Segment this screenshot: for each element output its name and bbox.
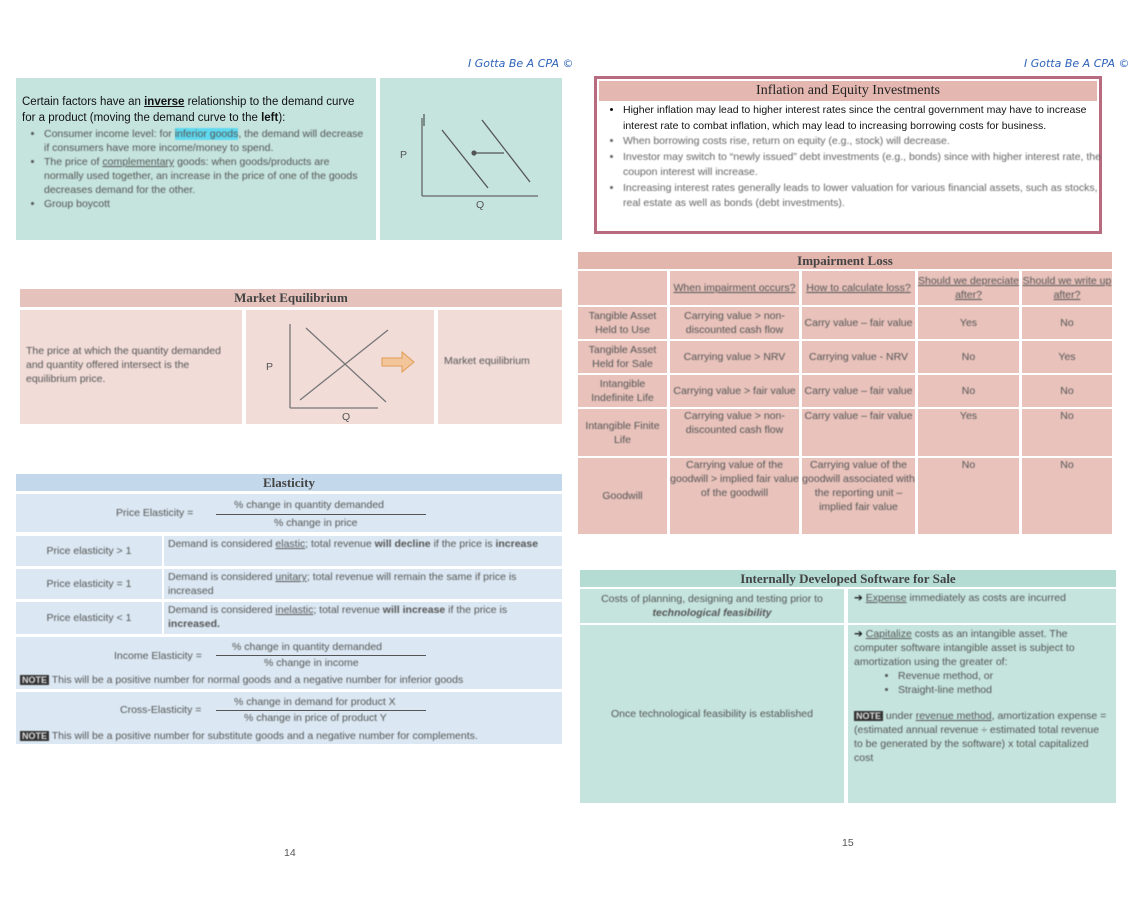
impairment-asset-cell: Intangible Finite Life (578, 409, 667, 456)
shift-arrow-head (471, 150, 476, 155)
market-equilibrium-title: Market Equilibrium (20, 289, 562, 307)
impairment-up-cell: No (1022, 307, 1112, 339)
impairment-how-cell: Carrying value - NRV (802, 341, 915, 373)
demand-intro: Certain factors have an inverse relationship to the demand curve for a product (moving the demand curve to the left): (22, 96, 355, 124)
income-elasticity-numerator: % change in quantity demanded (232, 641, 383, 653)
list-item: • Group boycott (44, 197, 370, 211)
impairment-header-how: How to calculate loss? (802, 271, 915, 305)
market-desc-box (20, 310, 242, 424)
impairment-how-cell: Carrying value of the goodwill associated with the reporting unit – implied fair value (802, 458, 915, 534)
impairment-title: Impairment Loss (578, 252, 1112, 269)
original-demand-curve (442, 130, 488, 188)
software-capitalize-text: ➔ Capitalize costs as an intangible asset. The computer software intangible asset is subject to amortization using the greater of: (854, 628, 1075, 668)
price-elasticity-formula (16, 494, 562, 532)
cross-elasticity-numerator: % change in demand for product X (234, 696, 396, 708)
cross-note: NOTE This will be a positive number for substitute goods and a negative number for complements. (22, 730, 478, 742)
impairment-up-cell: Yes (1022, 341, 1112, 373)
list-item: • Higher inflation may lead to higher interest rates since the central government may have to increase interest rate to combat inflation, which may lead to increasing borrowing costs for business. (623, 103, 1113, 134)
impairment-when-cell: Carrying value > non-discounted cash flow (670, 409, 799, 456)
income-note: NOTE This will be a positive number for normal goods and a negative number for inferior goods (22, 674, 464, 686)
software-title: Internally Developed Software for Sale (580, 570, 1116, 587)
impairment-header-when: When impairment occurs? (670, 271, 799, 305)
axis-label-p: P (266, 361, 274, 373)
impairment-dep-cell: Yes (918, 409, 1019, 456)
software-pre-feasibility-cell: Costs of planning, designing and testing prior to technological feasibility (580, 589, 844, 623)
income-elasticity-formula (16, 637, 562, 689)
impairment-asset-cell: Goodwill (578, 458, 667, 534)
axis-label-q: Q (476, 199, 485, 211)
price-elasticity-numerator: % change in quantity demanded (234, 499, 385, 511)
inflation-bullet-list (601, 103, 1113, 212)
list-item: • The price of complementary goods: when goods/products are normally used together, an increase in the price of one of the goods decreases demand for the other. (44, 155, 370, 197)
brand-logo-left: I Gotta Be A CPA © (468, 57, 574, 70)
price-elasticity-denominator: % change in price (274, 517, 358, 529)
elasticity-row-desc: Demand is considered elastic; total revenue will decline if the price is increase (164, 536, 562, 566)
elasticity-title: Elasticity (16, 474, 562, 491)
impairment-how-cell: Carry value – fair value (802, 375, 915, 407)
software-methods-list (854, 669, 1110, 697)
brand-logo-right: I Gotta Be A CPA © (1024, 57, 1130, 70)
impairment-when-cell: Carrying value of the goodwill > implied fair value of the goodwill (670, 458, 799, 534)
software-expense-cell: ➔ Expense immediately as costs are incurred (848, 589, 1116, 623)
inflation-box (594, 76, 1102, 234)
impairment-up-cell: No (1022, 375, 1112, 407)
impairment-when-cell: Carrying value > NRV (670, 341, 799, 373)
supply-curve (300, 330, 388, 400)
demand-factor-list (22, 127, 370, 211)
elasticity-row-desc: Demand is considered inelastic; total revenue will increase if the price is increased. (164, 602, 562, 634)
market-description: The price at which the quantity demanded and quantity offered intersect is the equilibrium price. (26, 345, 221, 385)
impairment-how-cell: Carry value – fair value (802, 307, 915, 339)
impairment-asset-cell: Tangible Asset Held to Use (578, 307, 667, 339)
impairment-dep-cell: Yes (918, 307, 1019, 339)
page-number-right: 15 (842, 837, 854, 849)
impairment-when-cell: Carrying value > fair value (670, 375, 799, 407)
demand-shift-graph (380, 78, 562, 240)
impairment-how-cell: Carry value – fair value (802, 409, 915, 456)
market-graph-box (246, 310, 434, 424)
list-item: • Investor may switch to “newly issued” debt investments (e.g., bonds) since with higher interest rate, the coupon interest will increase. (623, 150, 1113, 181)
elasticity-row-desc: Demand is considered unitary; total revenue will remain the same if price is increased (164, 569, 562, 599)
list-item: • Increasing interest rates generally leads to lower valuation for various financial assets, such as stocks, real estate as well as bonds (debt investments). (623, 181, 1113, 212)
axis-label-q: Q (342, 411, 351, 423)
market-equilibrium-graph (246, 310, 434, 424)
software-post-feasibility-cell: Once technological feasibility is established (580, 625, 844, 803)
impairment-dep-cell: No (918, 341, 1019, 373)
cross-elasticity-label: Cross-Elasticity = (120, 704, 202, 716)
impairment-asset-cell: Tangible Asset Held for Sale (578, 341, 667, 373)
arrow-right-icon (382, 352, 414, 372)
income-elasticity-denominator: % change in income (264, 657, 359, 669)
market-result-box (438, 310, 562, 424)
impairment-corner-cell (578, 271, 667, 305)
impairment-dep-cell: No (918, 375, 1019, 407)
cross-elasticity-denominator: % change in price of product Y (244, 712, 387, 724)
page-number-left: 14 (284, 847, 296, 859)
impairment-up-cell: No (1022, 409, 1112, 456)
list-item: • Straight-line method (898, 683, 1110, 697)
list-item: • Revenue method, or (898, 669, 1110, 683)
software-capitalize-cell (848, 625, 1116, 803)
elasticity-row-label: Price elasticity < 1 (16, 602, 162, 634)
impairment-header-writeup: Should we write up after? (1022, 271, 1112, 305)
impairment-dep-cell: No (918, 458, 1019, 534)
price-elasticity-label: Price Elasticity = (116, 507, 194, 519)
cross-elasticity-formula (16, 692, 562, 744)
market-result: Market equilibrium (444, 355, 530, 367)
impairment-header-depreciate: Should we depreciate after? (918, 271, 1019, 305)
demand-factors-box (16, 78, 376, 240)
software-note: NOTE under revenue method, amortization expense = (estimated annual revenue ÷ estimated total revenue to be generated by the software) x total capitalized cost (854, 710, 1107, 764)
elasticity-row-label: Price elasticity > 1 (16, 536, 162, 566)
impairment-asset-cell: Intangible Indefinite Life (578, 375, 667, 407)
demand-curve (306, 328, 386, 402)
list-item: • When borrowing costs rise, return on equity (e.g., stock) will decrease. (623, 134, 1113, 150)
axis-label-p: P (400, 149, 408, 161)
impairment-up-cell: No (1022, 458, 1112, 534)
shifted-demand-curve (482, 120, 530, 182)
demand-shift-graph-box (380, 78, 562, 240)
elasticity-row-label: Price elasticity = 1 (16, 569, 162, 599)
inflation-title: Inflation and Equity Investments (599, 81, 1097, 101)
list-item: • Consumer income level: for inferior goods, the demand will decrease if consumers have more income/money to spend. (44, 127, 370, 155)
income-elasticity-label: Income Elasticity = (114, 650, 202, 662)
impairment-when-cell: Carrying value > non-discounted cash flow (670, 307, 799, 339)
